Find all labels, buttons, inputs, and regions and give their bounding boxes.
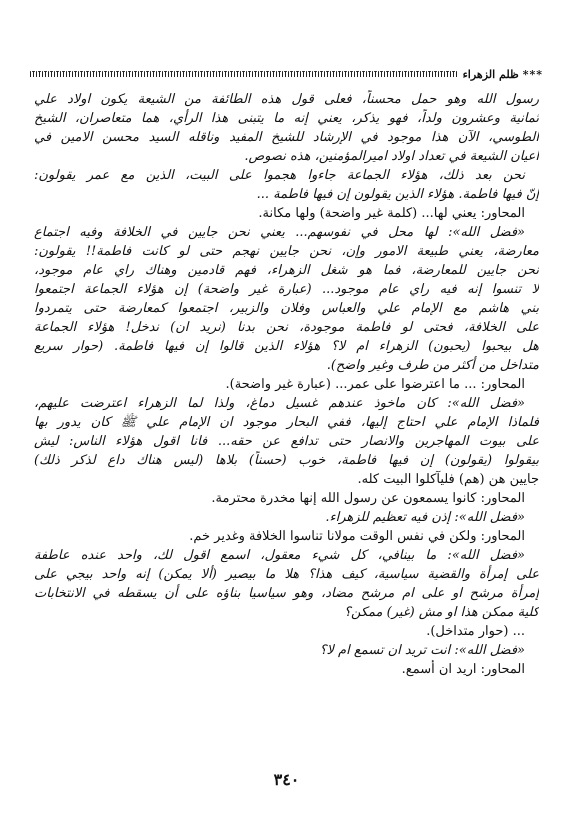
text-line: «فضل الله»: انت تريد ان تسمع ام لا؟: [319, 643, 525, 658]
text-line: رسول الله وهو حمل محسناً، فعلى قول هذه الطائفة من الشيعة يكون اولاد علي: [34, 92, 539, 107]
text-line: معارضة، يعني طبيعة الامور وإن، نحن جايين نهجم حتى لو كانت فاطمة!! يقولون:: [34, 244, 539, 259]
text-line: المحاور: ولكن في نفس الوقت مولانا تناسوا الخلافة وغدير خم.: [189, 529, 525, 544]
text-line: ثمانية وعشرون ولداً، فهو يذكر، يعني إنه ما يتبنى هذا الرأي، هما متعاصران، الشيخ: [34, 111, 539, 126]
text-line: الطوسي، الآن هذا موجود في الإرشاد للشيخ المفيد وناقله السيد محسن الامين في: [34, 130, 539, 145]
text-line: المحاور: يعني لها... (كلمة غير واضحة) ولها مكانة.: [258, 206, 525, 221]
header-marker: ***: [522, 67, 543, 81]
header-rule: [30, 71, 457, 77]
text-line: اعيان الشيعة في تعداد اولاد اميرالمؤمنين، هذه نصوص.: [244, 149, 539, 164]
text-line: ... (حوار متداخل).: [426, 624, 525, 639]
text-line: لا تنسوا إنه فيه راي عام موجود... (عبارة غير واضحة) إن هؤلاء الجماعة اجتمعوا: [34, 282, 539, 297]
running-header: [30, 66, 543, 82]
text-line: المحاور: اريد ان أسمع.: [401, 662, 525, 677]
text-line: إنّ فيها فاطمة. هؤلاء الذين يقولون إن فيها فاطمة ...: [256, 187, 539, 202]
text-line: على الخلافة، فحتى لو فاطمة موجودة، نحن بدنا (نريد ان) ندخل! هؤلاء الجماعة: [34, 320, 539, 335]
text-line: المحاور: كانوا يسمعون عن رسول الله إنها مخدرة محترمة.: [211, 491, 525, 506]
text-line: المحاور: ... ما اعترضوا على عمر... (عبارة غير واضحة).: [225, 377, 525, 392]
text-line: على إمرأة والقضية سياسية، كيف هذا؟ هلا ما بيصير (ألا يمكن) إنه واحد بيجي على: [34, 567, 539, 582]
text-line: «فضل الله»: لها محل في نفوسهم... يعني نحن جايين في الخلافة وفيه اجتماع: [34, 225, 525, 240]
text-line: جايين هن (هم) فليآكلوا البيت كله.: [357, 472, 539, 487]
text-line: بني هاشم مع الإمام علي والعباس وفلان والزبير، اجتمعوا كمعارضة حتى يتمردوا: [34, 301, 539, 316]
text-line: متداخل من أكثر من طرف وغير واضح).: [326, 358, 539, 373]
text-line: «فضل الله»: ما بينافي، كل شيء معقول، اسمع اقول لك، واحد عنده عاطفة: [34, 548, 525, 563]
text-line: كلية ممكن هذا او مش (غير) ممكن؟: [344, 605, 539, 620]
header-title: ظلم الزهراء: [462, 67, 519, 81]
text-line: إمرأة مرشح او على ام مرشح مضاد، وهو سياسيا بناؤه على أن يسقطه في الانتخابات: [34, 586, 539, 601]
page-body: [34, 90, 539, 768]
text-line: على بيوت المهاجرين والانصار حتى تدافع عن حقه... فانا اقول هؤلاء الناس: ليش: [34, 434, 539, 449]
page-number: ٣٤٠: [273, 770, 300, 789]
text-line: هل بيحبوا (يحبون) الزهراء ام لا؟ هؤلاء الذين قالوا إن فيها فاطمة. (حوار سريع: [34, 339, 539, 354]
text-line: نحن بعد ذلك، هؤلاء الجماعة جاءوا هجموا على البيت، الذين مع عمر يقولون:: [34, 168, 525, 183]
text-line: «فضل الله»: كان ماخوذ عندهم غسيل دماغ، ولذا لما الزهراء اعترضت عليهم،: [34, 396, 525, 411]
text-line: فلماذا الإمام علي احتاج إليها، ففي البحار موجود ان الإمام علي ﷺ كان يدور بها: [34, 415, 539, 430]
text-line: نحن جايين للمعارضة، فما هو شغل الزهراء، فهم قادمين وهناك راي عام موجود،: [34, 263, 539, 278]
text-line: بيقولوا (يقولون) إن فيها فاطمة، خوب (حسناً) بلاها (ليس هناك داع لذكر ذلك): [34, 453, 539, 468]
text-line: «فضل الله»: إذن فيه تعظيم للزهراء.: [325, 510, 525, 525]
